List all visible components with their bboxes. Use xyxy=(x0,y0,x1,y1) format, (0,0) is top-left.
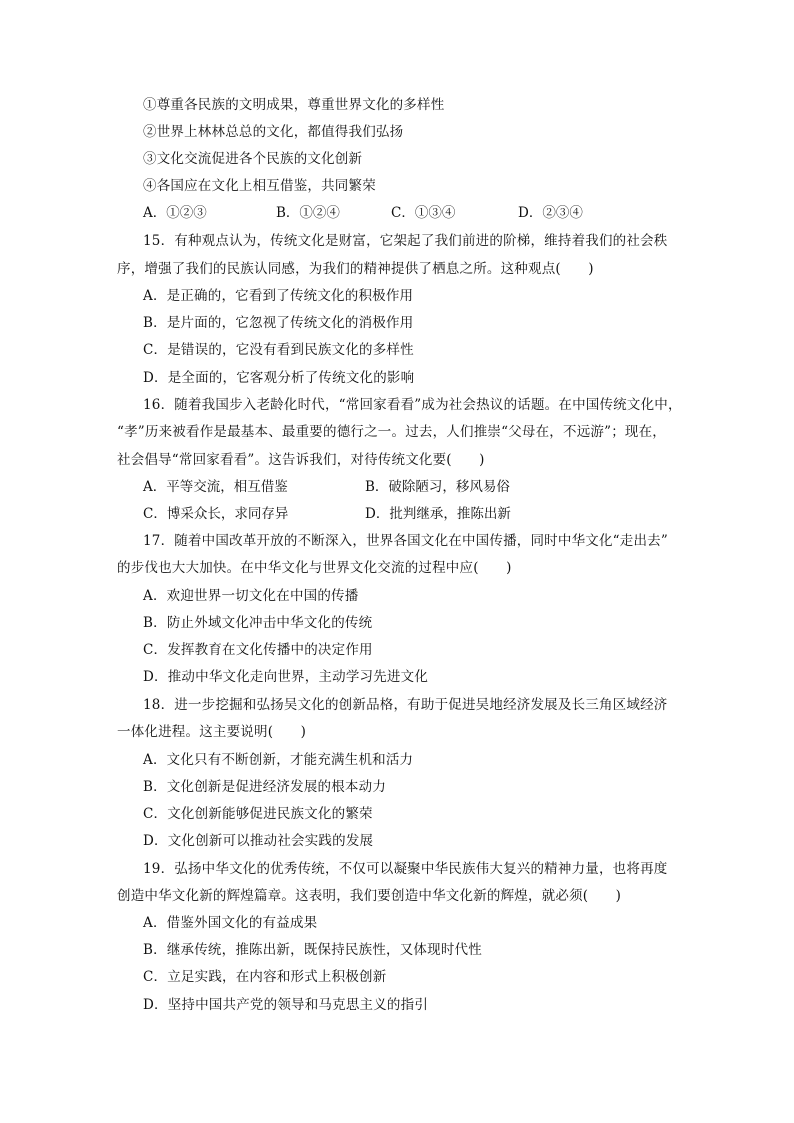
q17-option-b: B．防止外域文化冲击中华文化的传统 xyxy=(143,615,373,631)
q16-option-a: A．平等交流，相互借鉴 xyxy=(143,479,288,495)
q18-option-b: B．文化创新是促进经济发展的根本动力 xyxy=(143,779,387,795)
q14-option-a: A．①②③ xyxy=(143,205,207,221)
q17-option-d: D．推动中华文化走向世界，主动学习先进文化 xyxy=(143,669,429,685)
q19-option-a: A．借鉴外国文化的有益成果 xyxy=(143,915,318,931)
q18-option-d: D．文化创新可以推动社会实践的发展 xyxy=(143,833,374,849)
q16-option-b: B．破除陋习，移风易俗 xyxy=(365,479,510,495)
q14-option-c: C．①③④ xyxy=(391,205,456,221)
q19-option-b: B．继承传统，推陈出新，既保持民族性，又体现时代性 xyxy=(143,942,482,958)
q16-stem-line-2: “孝”历来被看作是最基本、最重要的德行之一。过去，人们推崇“父母在，不远游”；现在， xyxy=(117,424,667,440)
q17-option-c: C．发挥教育在文化传播中的决定作用 xyxy=(143,642,373,658)
q14-item-4: ④各国应在文化上相互借鉴，共同繁荣 xyxy=(143,178,376,194)
q15-stem-line-2: 序，增强了我们的民族认同感，为我们的精神提供了栖息之所。这种观点( ) xyxy=(117,261,594,277)
q14-option-d: D．②③④ xyxy=(518,205,583,221)
q15-stem-line-1: 15．有种观点认为，传统文化是财富，它架起了我们前进的阶梯，维持着我们的社会秩 xyxy=(143,233,668,249)
q19-stem-line-2: 创造中华文化新的辉煌篇章。这表明，我们要创造中华文化新的辉煌，就必须( ) xyxy=(117,888,622,904)
q19-option-d: D．坚持中国共产党的领导和马克思主义的指引 xyxy=(143,997,429,1013)
q15-option-a: A．是正确的，它看到了传统文化的积极作用 xyxy=(143,288,414,304)
q14-item-3: ③文化交流促进各个民族的文化创新 xyxy=(143,151,363,167)
q17-stem-line-1: 17．随着中国改革开放的不断深入，世界各国文化在中国传播，同时中华文化“走出去” xyxy=(143,533,668,549)
q16-stem-line-3: 社会倡导“常回家看看”。这告诉我们，对待传统文化要( ) xyxy=(117,452,485,468)
q16-stem-line-1: 16．随着我国步入老龄化时代，“常回家看看”成为社会热议的话题。在中国传统文化中， xyxy=(143,397,682,413)
q16-option-d: D．批判继承，推陈出新 xyxy=(365,506,511,522)
q17-option-a: A．欢迎世界一切文化在中国的传播 xyxy=(143,588,359,604)
q19-stem-line-1: 19．弘扬中华文化的优秀传统，不仅可以凝聚中华民族伟大复兴的精神力量，也将再度 xyxy=(143,861,668,877)
q15-option-d: D．是全面的，它客观分析了传统文化的影响 xyxy=(143,370,415,386)
q19-option-c: C．立足实践，在内容和形式上积极创新 xyxy=(143,969,387,985)
q15-option-c: C．是错误的，它没有看到民族文化的多样性 xyxy=(143,342,414,358)
q14-item-2: ②世界上林林总总的文化，都值得我们弘扬 xyxy=(143,124,404,140)
q17-stem-line-2: 的步伐也大大加快。在中华文化与世界文化交流的过程中应( ) xyxy=(117,560,512,576)
q18-option-c: C．文化创新能够促进民族文化的繁荣 xyxy=(143,806,373,822)
q14-option-b: B．①②④ xyxy=(276,205,340,221)
q15-option-b: B．是片面的，它忽视了传统文化的消极作用 xyxy=(143,315,414,331)
q18-stem-line-1: 18．进一步挖掘和弘扬吴文化的创新品格，有助于促进吴地经济发展及长三角区域经济 xyxy=(143,697,668,713)
q18-stem-line-2: 一体化进程。这主要说明( ) xyxy=(117,724,307,740)
q16-option-c: C．博采众长，求同存异 xyxy=(143,506,289,522)
q18-option-a: A．文化只有不断创新，才能充满生机和活力 xyxy=(143,752,414,768)
q14-item-1: ①尊重各民族的文明成果，尊重世界文化的多样性 xyxy=(143,97,445,113)
